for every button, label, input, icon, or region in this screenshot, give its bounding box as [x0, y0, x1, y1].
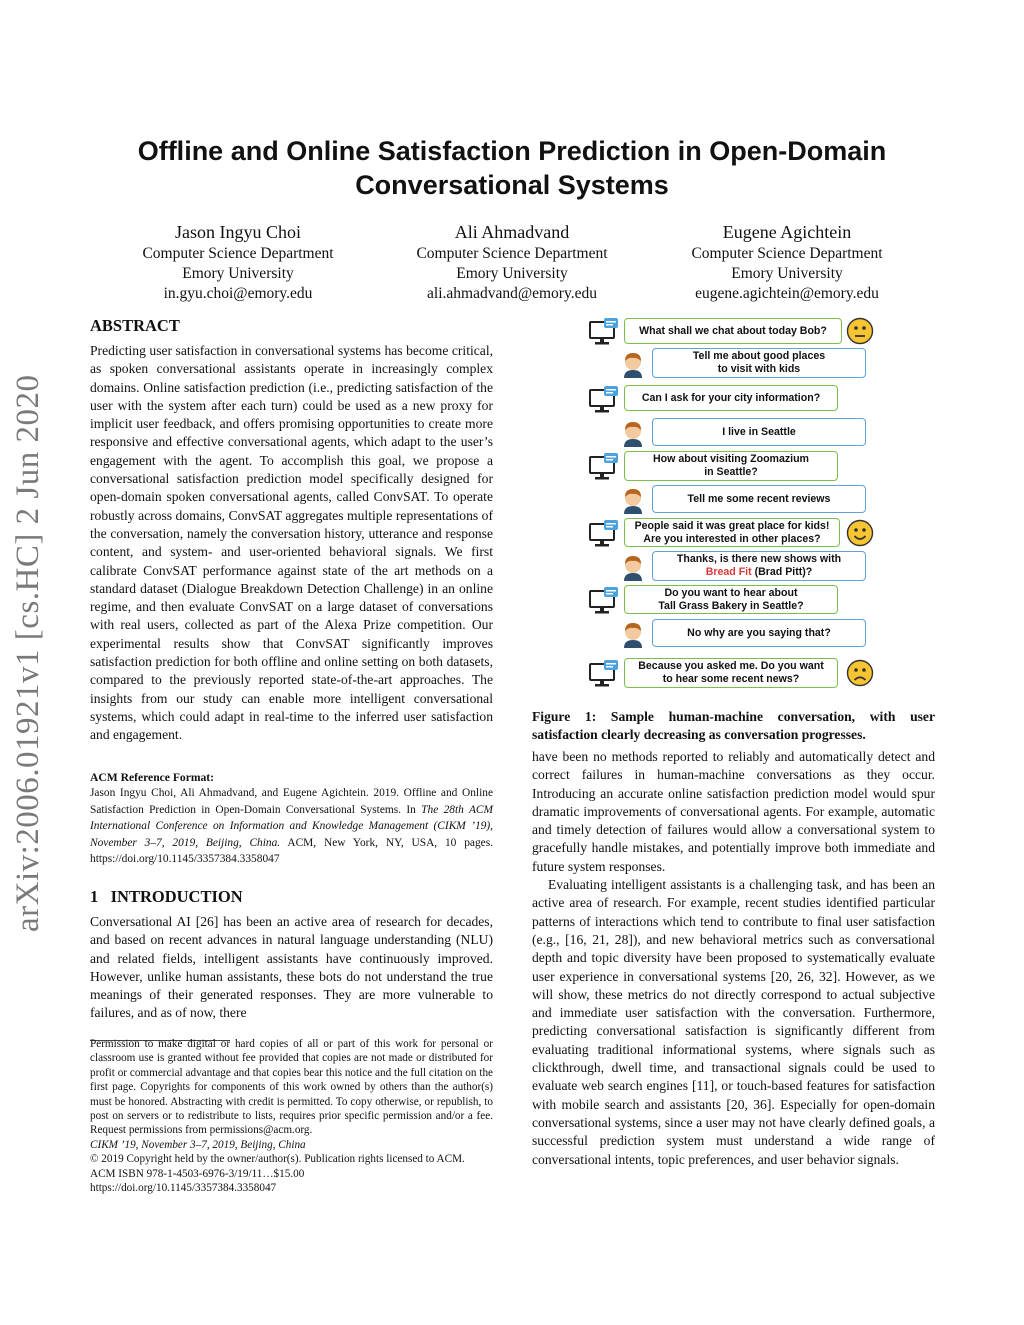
turn-user-5 — [588, 618, 878, 648]
abstract-text: Predicting user satisfaction in conversational systems has become critical, as spoken conversational assistants operate in increasingly complex domains. Online satisfaction prediction (i.e., predicting satisfaction of the user with the system after each turn) could be used as a new proxy for implicit user feedback, and offers promising opportunities to create more responsive and effective conversational agents, which adapt to the user’s engagement with the agent. To accomplish this goal, we propose a conversational satisfaction prediction model specifically designed for open-domain spoken conversational agents, called ConvSAT. To operate robustly across domains, ConvSAT aggregates multiple representations of the conversation, namely the conversation history, utterance and response content, and system- and user-oriented behavioral signals. We first calibrate ConvSAT performance against state of the art methods on a standard dataset (Dialogue Breakdown Detection Challenge) in an online regime, and then evaluate ConvSAT on a large dataset of conversations with real users, collected as part of the Alexa Prize competition. Our experimental results show that ConvSAT significantly improves satisfaction prediction for both offline and online setting on both datasets, compared to the previously reported state-of-the-art approaches. The insights from our study can enable more intelligent conversational systems, which could adapt in real-time to the inferred user satisfaction and engagement. — [90, 343, 493, 743]
intro-text: Conversational AI [26] has been an active area of research for decades, and based on recent advances in natural language understanding (NLU) and related fields, intelligent assistants have continuously improved. However, unlike human assistants, these bots do not understand the true meanings of their generated responses. They are more vulnerable to failures, and as of now, there — [90, 914, 493, 1021]
permission-notice: Permission to make digital or hard copies of all or part of this work for personal or classroom use is granted without fee provided that copies are not made or distributed for profit or commercial advantage and that copies bear this notice and the full citation on the first page. Copyrights for components of this work owned by others than the author(s) must be honored. Abstracting with credit is permitted. To copy otherwise, or republish, to post on servers or to redistribute to lists, requires prior specific permission and/or a fee. Request permissions from permissions@acm.org. — [90, 1038, 493, 1137]
turn-bot-4 — [588, 518, 878, 548]
bot-message-line: How about visiting Zoomazium — [653, 453, 809, 465]
sad-face-icon — [846, 659, 874, 687]
author-name: Jason Ingyu Choi — [175, 222, 301, 242]
figure-1 — [588, 316, 878, 694]
misrecognized-word: Bread Fit — [705, 566, 752, 578]
computer-icon — [588, 660, 620, 688]
user-message: I live in Seattle — [652, 418, 866, 446]
user-message — [652, 551, 866, 581]
bot-message — [624, 518, 840, 547]
doi-line[interactable]: https://doi.org/10.1145/3357384.3358047 — [90, 1182, 277, 1195]
turn-bot-3 — [588, 451, 878, 481]
author-name: Eugene Agichtein — [722, 222, 852, 242]
acm-ref-heading: ACM Reference Format: — [90, 771, 215, 784]
computer-icon — [588, 318, 620, 346]
turn-user-3 — [588, 484, 878, 514]
acm-ref-text — [90, 785, 493, 868]
turn-bot-1 — [588, 316, 878, 346]
author-email[interactable]: eugene.agichtein@emory.edu — [695, 285, 879, 302]
author-univ: Emory University — [182, 265, 294, 282]
bot-message-line: in Seattle? — [704, 466, 758, 478]
author-email[interactable]: ali.ahmadvand@emory.edu — [427, 285, 597, 302]
user-message: Tell me some recent reviews — [652, 485, 866, 513]
user-avatar-icon — [620, 621, 646, 648]
author-block-2 — [382, 220, 642, 304]
intro-heading: 1 INTRODUCTION — [90, 887, 243, 906]
author-dept: Computer Science Department — [691, 245, 883, 262]
user-avatar-icon — [620, 554, 646, 581]
abstract-heading: ABSTRACT — [90, 316, 180, 335]
author-name: Ali Ahmadvand — [454, 222, 570, 242]
computer-icon — [588, 587, 620, 615]
bot-message: Can I ask for your city information? — [624, 385, 838, 411]
turn-user-4 — [588, 551, 878, 581]
author-dept: Computer Science Department — [142, 245, 334, 262]
bot-message: What shall we chat about today Bob? — [624, 318, 842, 344]
bot-message-line: People said it was great place for kids! — [634, 519, 830, 532]
author-univ: Emory University — [456, 265, 568, 282]
intro-continued-para: have been no methods reported to reliably and automatically detect and correct failures in human-machine conversations as they occur. Introducing an accurate online satisfaction prediction model would spur dramatic improvements of conversational agents. For example, automatic and timely detection of failures would allow a conversational system to gracefully handle mistakes, and potentially improve both immediate and future system responses. — [532, 749, 935, 874]
user-message — [652, 348, 866, 378]
bot-message-line: to hear some recent news? — [662, 673, 800, 685]
bot-message — [624, 585, 838, 614]
user-avatar-icon — [620, 487, 646, 514]
abstract-section — [90, 316, 493, 745]
computer-icon — [588, 520, 620, 548]
turn-user-2 — [588, 417, 878, 447]
figure-caption: Figure 1: Sample human-machine conversation, with user satisfaction clearly decreasing as conversation progresses. — [532, 709, 935, 742]
author-block-1 — [108, 220, 368, 304]
title-line-2: Conversational Systems — [355, 170, 669, 200]
acm-ref-venue: The 28th ACM International Conference on Information and Knowledge Management (CIKM ’19), November 3–7, 2019, Beijing, China. — [90, 803, 493, 849]
user-avatar-icon — [620, 420, 646, 447]
author-block-3 — [657, 220, 917, 304]
turn-bot-6 — [588, 658, 878, 688]
bot-message — [624, 451, 838, 481]
introduction-section — [90, 887, 493, 1023]
turn-bot-2 — [588, 384, 878, 414]
right-column-text — [532, 748, 935, 1169]
acm-ref-authors: Jason Ingyu Choi, Ali Ahmadvand, and Eugene Agichtein. 2019. Offline and Online Satisfaction Prediction in Open-Domain Conversational Systems. In — [90, 787, 493, 816]
arxiv-stamp: arXiv:2006.01921v1 [cs.HC] 2 Jun 2020 — [10, 374, 46, 932]
user-message-rest: (Brad Pitt)? — [751, 566, 813, 578]
author-email[interactable]: in.gyu.choi@emory.edu — [163, 285, 313, 302]
computer-icon — [588, 453, 620, 481]
author-dept: Computer Science Department — [416, 245, 608, 262]
happy-face-icon — [846, 519, 874, 547]
copyright-line: © 2019 Copyright held by the owner/author(s). Publication rights licensed to ACM. — [90, 1153, 465, 1166]
user-message-line: to visit with kids — [717, 363, 801, 375]
conference-line: CIKM ’19, November 3–7, 2019, Beijing, China — [90, 1138, 306, 1151]
user-message-line — [677, 566, 841, 579]
acm-reference — [90, 770, 493, 868]
footnote — [90, 1037, 493, 1195]
turn-bot-5 — [588, 585, 878, 615]
neutral-face-icon — [846, 317, 874, 345]
user-avatar-icon — [620, 351, 646, 378]
paper-title — [0, 134, 1024, 202]
bot-message-line: Tall Grass Bakery in Seattle? — [658, 599, 804, 612]
bot-message — [624, 658, 838, 688]
bot-message-line: Because you asked me. Do you want — [638, 660, 824, 672]
author-univ: Emory University — [731, 265, 843, 282]
intro-evaluation-para: Evaluating intelligent assistants is a challenging task, and has been an active area of research. For example, recent studies identified particular patterns of interactions which tend to contribute to final user satisfaction (e.g., [16, 21, 28]), and new behavioral metrics such as conversational depth and topic diversity have been proposed to systematically evaluate user experience in conversational systems [20, 26, 32]. However, as we will show, these metrics do not directly correspond to actual subjective and immediate user satisfaction with the conversation. Furthermore, predicting conversational satisfaction is significantly different from evaluating traditional informational systems, where signals such as clickthrough, dwell time, and transactional signals could be used to evaluate web search engines [11], or touch-based features for satisfaction with mobile search and assistants [20, 36]. Especially for open-domain conversational systems, since a user may not have clearly defined goals, a successful prediction system must understand a wide range of conversational intents, topic preferences, and user behavior signals. — [532, 877, 935, 1167]
turn-user-1 — [588, 348, 878, 378]
acm-ref-pub: ACM, New York, NY, USA, 10 pages. https://doi.org/10.1145/3357384.3358047 — [90, 836, 493, 866]
user-message-line: Thanks, is there new shows with — [676, 553, 842, 565]
bot-message-line: Do you want to hear about — [664, 586, 798, 599]
bot-message-line: Are you interested in other places? — [643, 532, 821, 545]
user-message: No why are you saying that? — [652, 619, 866, 647]
title-line-1: Offline and Online Satisfaction Prediction in Open-Domain — [137, 136, 887, 166]
isbn-line: ACM ISBN 978-1-4503-6976-3/19/11…$15.00 — [90, 1167, 305, 1180]
user-message-line: Tell me about good places — [692, 350, 826, 362]
computer-icon — [588, 386, 620, 414]
